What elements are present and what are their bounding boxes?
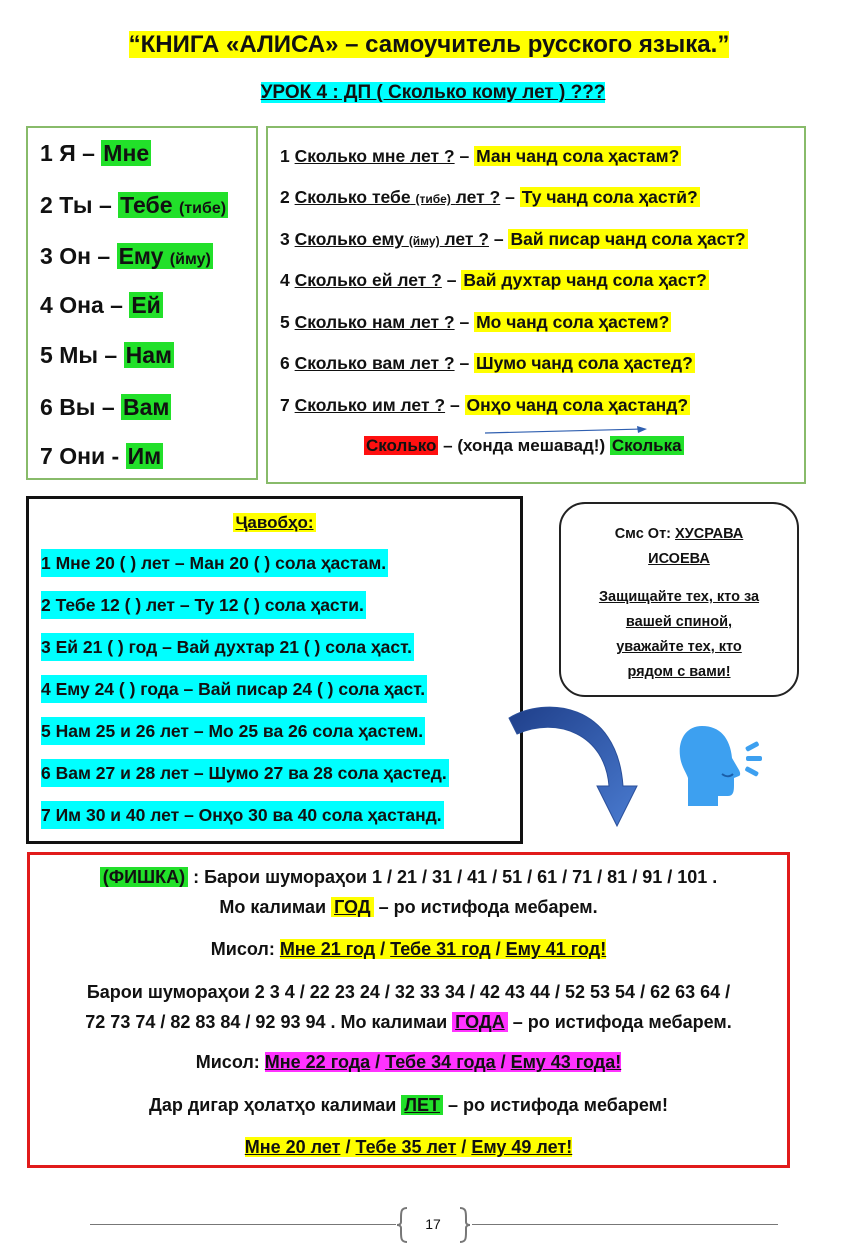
pronouns-box: [26, 126, 258, 480]
fishka-line: 72 73 74 / 82 83 84 / 92 93 94 . Мо калимаи ГОДА – ро истифода мебарем.: [85, 1012, 732, 1032]
pronoun-row: 5 Мы – Нам: [40, 342, 172, 368]
pronunciation-note: Сколько – (хонда мешавад!) Сколька: [366, 436, 682, 455]
brace-right-icon: [457, 1206, 471, 1244]
document-title: “КНИГА «АЛИСА» – самоучитель русского языка.”: [128, 31, 730, 58]
pronoun-row: 3 Он – Ему (йму): [40, 243, 211, 269]
answer-row: 7 Им 30 и 40 лет – Онҳо 30 ва 40 сола ҳастанд.: [41, 801, 444, 829]
pronoun-row: 6 Вы – Вам: [40, 394, 170, 420]
fishka-tip-box: [27, 852, 790, 1168]
footer-rule-right: [472, 1224, 778, 1225]
fishka-line: Барои шумораҳои 2 3 4 / 22 23 24 / 32 33 34 / 42 43 44 / 52 53 54 / 62 63 64 /: [86, 982, 731, 1002]
answers-title: Ҷавобҳо:: [235, 513, 314, 532]
pronoun-row: 1 Я – Мне: [40, 140, 150, 166]
answers-box: [26, 496, 523, 844]
page-number: 17: [425, 1216, 441, 1232]
question-row: 7 Сколько им лет ? – Онҳо чанд сола ҳастанд?: [280, 395, 689, 415]
fishka-line: Мо калимаи ГОД – ро истифода мебарем.: [219, 897, 598, 917]
question-row: 3 Сколько ему (йму) лет ? – Вай писар чанд сола ҳаст?: [280, 229, 746, 249]
example-line: Мисол: Мне 22 года / Тебе 34 года / Ему 43 года!: [195, 1052, 622, 1072]
fishka-line: (ФИШКА) : Барои шумораҳои 1 / 21 / 31 / 41 / 51 / 61 / 71 / 81 / 91 / 101 .: [30, 863, 787, 891]
example-line: Мисол: Мне 21 год / Тебе 31 год / Ему 41 год!: [210, 939, 607, 959]
sms-sender: Смс От: ХУСРАВА ИСОЕВА: [614, 526, 744, 567]
example-line: Мне 20 лет / Тебе 35 лет / Ему 49 лет!: [244, 1137, 573, 1157]
question-row: 1 Сколько мне лет ? – Ман чанд сола ҳастам?: [280, 146, 680, 166]
question-row: 6 Сколько вам лет ? – Шумо чанд сола ҳастед?: [280, 353, 693, 373]
pronoun-row: 7 Они - Им: [40, 443, 162, 469]
questions-box: [266, 126, 806, 484]
question-row: 2 Сколько тебе (тибе) лет ? – Ту чанд сола ҳастӣ?: [280, 187, 698, 207]
brace-left-icon: [396, 1206, 410, 1244]
curved-arrow-icon: [505, 694, 645, 830]
speaking-head-icon: [676, 722, 772, 810]
answer-row: 4 Ему 24 ( ) года – Вай писар 24 ( ) сола ҳаст.: [41, 675, 427, 703]
pronoun-row: 4 Она – Ей: [40, 292, 161, 318]
answer-row: 3 Ей 21 ( ) год – Вай духтар 21 ( ) сола ҳаст.: [41, 633, 414, 661]
sms-quote-box: [559, 502, 799, 697]
question-row: 5 Сколько нам лет ? – Мо чанд сола ҳастем?: [280, 312, 670, 332]
answer-row: 1 Мне 20 ( ) лет – Ман 20 ( ) сола ҳастам.: [41, 549, 388, 577]
pronoun-row: 2 Ты – Тебе (тибе): [40, 192, 227, 218]
sms-message: Защищайте тех, кто за вашей спиной, уважайте тех, кто рядом с вами!: [598, 589, 760, 680]
fishka-line: Дар дигар ҳолатҳо калимаи ЛЕТ – ро истифода мебарем!: [149, 1095, 668, 1115]
footer-rule-left: [90, 1224, 396, 1225]
question-row: 4 Сколько ей лет ? – Вай духтар чанд сола ҳаст?: [280, 270, 707, 290]
answer-row: 2 Тебе 12 ( ) лет – Ту 12 ( ) сола ҳасти.: [41, 591, 366, 619]
lesson-subtitle: УРОК 4 : ДП ( Сколько кому лет ) ???: [260, 82, 606, 103]
answer-row: 6 Вам 27 и 28 лет – Шумо 27 ва 28 сола ҳастед.: [41, 759, 449, 787]
answer-row: 5 Нам 25 и 26 лет – Мо 25 ва 26 сола ҳастем.: [41, 717, 425, 745]
